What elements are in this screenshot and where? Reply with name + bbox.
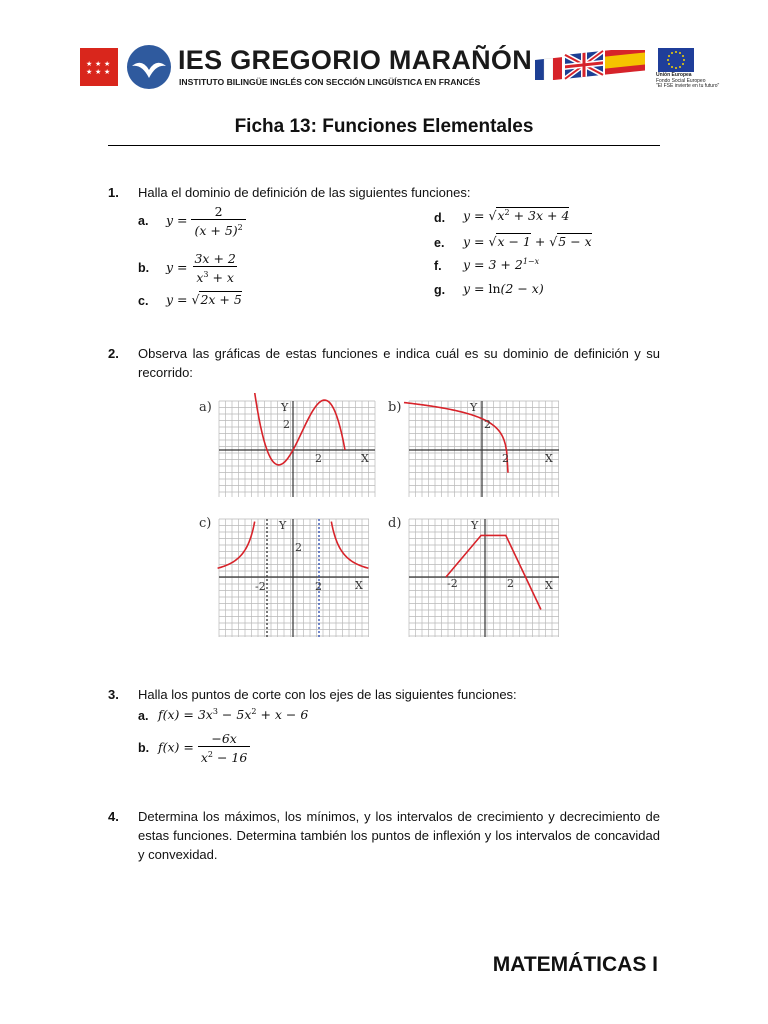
graph-b-label: b) [388,400,402,415]
q1-f-formula: $y = 3 + 2^{1-x}$ [463,257,540,273]
page-title: Ficha 13: Funciones Elementales [234,116,534,137]
graph-grid [409,519,559,637]
eu-logo [656,48,720,89]
graph-d-y-label: Y [471,519,479,532]
school-name: IES GREGORIO MARAÑÓN [178,45,533,75]
graph-c-y-label: Y [279,519,287,532]
q1-g-label: g. [434,283,446,297]
graph-a-curve [248,393,346,465]
graph-c-tick-x2: 2 [315,580,322,593]
q2-text: Observa las gráficas de estas funciones e indica cuál es su dominio de definición y su recorrido: [138,346,660,380]
graph-grid [219,519,369,637]
graph-c-tick-y2: 2 [295,541,302,554]
q2-number: 2. [108,346,119,361]
graph-b-x-label: X [545,452,553,465]
q1-b-label: b. [138,261,150,275]
graph-d-tick-xm2: -2 [447,577,458,590]
eu-flag-icon [658,48,694,72]
q3-number: 3. [108,687,119,702]
eu-text-2: Fondo Social Europeo [656,77,706,84]
comunidad-madrid-logo: ★ ★ ★ ★ ★ ★ [80,48,118,86]
graph-a-label: a) [199,400,212,415]
q4-number: 4. [108,809,119,824]
q3-b-label: b. [138,741,150,755]
graph-b-y-label: Y [470,401,478,414]
q1-f-label: f. [434,259,442,273]
q1-text: Halla el dominio de definición de las siguientes funciones: [138,185,471,200]
q1-d-formula: $y = √x^2 + 3x + 4$ [463,208,570,224]
school-subtitle: INSTITUTO BILINGÜE INGLÉS CON SECCIÓN LINGÜÍSTICA EN FRANCÉS [179,77,481,87]
q1-c-formula: y = √2x + 5 [166,292,242,307]
eu-text-1: Unión Europea [656,72,692,78]
q3-a-label: a. [138,709,149,723]
q2-graphs [195,393,570,643]
q4-text: Determina los máximos, los mínimos, y los intervalos de crecimiento y decrecimiento de estas funciones. Determina también los puntos de inflexión y los intervalos de concavidad y convexidad. [138,809,660,862]
school-bird-logo [126,44,172,90]
q1-e-formula: y = √x − 1 + √5 − x [463,234,592,249]
graph-d-tick-x2: 2 [507,577,514,590]
q1-b-formula: y = $\frac{3x + 2}{x^3 + x}$ [166,251,236,286]
graph-c-tick-xm2: -2 [255,580,266,593]
q1-d-label: d. [434,211,446,225]
title-divider [108,145,660,146]
school-header [80,44,720,92]
q3-a-formula: $f(x) = 3x^3 - 5x^2 + x - 6$ [158,707,309,723]
graph-b-tick-x2: 2 [502,452,509,465]
graph-grid [409,401,559,497]
q3-b-formula: f(x) = $\frac{-6x}{x^2 - 16}$ [158,731,250,765]
q1-c-label: c. [138,294,149,308]
q1-e-label: e. [434,236,445,250]
q1-a-label: a. [138,214,149,228]
graph-a-x-label: X [361,452,369,465]
graph-a-tick-y2: 2 [283,418,290,431]
graph-a-y-label: Y [281,401,289,414]
graph-c-label: c) [199,516,212,531]
graph-c-x-label: X [355,579,363,592]
language-flags [535,50,647,80]
graph-b-tick-y2: 2 [484,418,491,431]
q1-g-formula: y = ln(2 − x) [463,281,544,296]
graph-b-curve [404,403,508,473]
q3-text: Halla los puntos de corte con los ejes de las siguientes funciones: [138,687,517,702]
q1-number: 1. [108,185,119,200]
graph-d-label: d) [388,516,402,531]
eu-text-3: "El FSE invierte en tu futuro" [656,83,720,89]
footer-subject: MATEMÁTICAS I [492,953,658,976]
graph-a-tick-x2: 2 [315,452,322,465]
q1-a-formula: y = $\frac{2}{(x + 5)^2}$ [166,204,246,238]
graph-grid [219,401,375,497]
graph-d-x-label: X [545,579,553,592]
